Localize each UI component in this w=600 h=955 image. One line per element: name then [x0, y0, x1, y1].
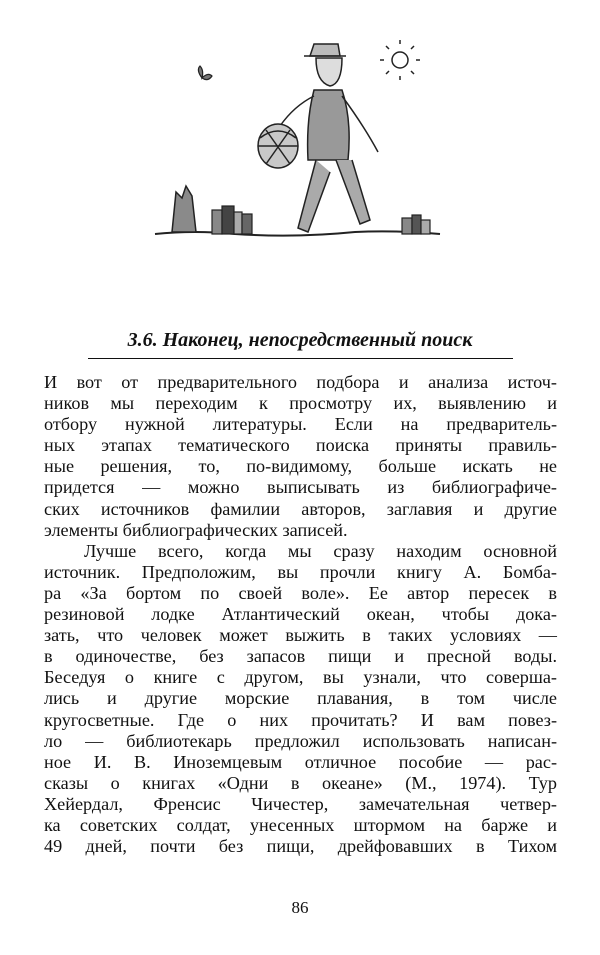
text-line: ных этапах тематического поиска приняты правиль- [44, 435, 557, 456]
text-line: Лучше всего, когда мы сразу находим основной [84, 540, 557, 561]
sun-icon [380, 40, 420, 80]
page-number: 86 [291, 898, 309, 917]
heading-rule [88, 358, 513, 359]
text-line: ные решения, то, по-видимому, больше искать не [44, 456, 557, 477]
text-line: ное И. В. Иноземцевым отличное пособие — рас- [44, 751, 557, 772]
book-stack-left [212, 206, 252, 234]
text-line: ских источников фамилии авторов, заглавия и другие [44, 498, 557, 519]
basket-icon [258, 124, 298, 168]
text-line: элементы библиографических записей. [44, 519, 348, 540]
text-line: Беседуя о книге с другом, вы узнали, что совершa- [44, 667, 557, 688]
tree-stump [172, 186, 196, 232]
text-line: ников мы переходим к просмотру их, выявлению и [44, 393, 557, 414]
body-text [44, 372, 557, 857]
ground-line [155, 231, 440, 235]
section-heading: 3.6. Наконец, непосредственный поиск [127, 329, 473, 351]
text-line: 49 дней, почти без пищи, дрейфовавших в Тихом [44, 836, 557, 857]
text-line: источник. Предположим, вы прочли книгу А. Бомба- [44, 561, 557, 582]
paragraph-2 [44, 541, 557, 857]
text-line: придется — можно выписывать из библиографиче- [44, 477, 557, 498]
paragraph-1 [44, 372, 557, 541]
text-line: резиновой лодке Атлантический океан, чтобы дока- [44, 604, 557, 625]
text-line: лись и другие морские плавания, в том числе [44, 688, 557, 709]
text-line: кругосветные. Где о них прочитать? И вам повез- [44, 709, 557, 730]
text-line: ло — библиотекарь предложил использовать написан- [44, 730, 557, 751]
text-line: Хейердал, Френсис Чичестер, замечательная четвер- [44, 793, 557, 814]
text-line: отбору нужной литературы. Если на предваритель- [44, 414, 557, 435]
text-line: зать, что человек может выжить в таких условиях — [44, 625, 557, 646]
text-line: в одиночестве, без запасов пищи и пресной воды. [44, 646, 557, 667]
book-stack-right [402, 215, 430, 234]
illustration-man-with-basket [140, 30, 460, 260]
text-line: И вот от предварительного подбора и анализа источ- [44, 372, 557, 392]
text-line: сказы о книгах «Одни в океане» (М., 1974). Тур [44, 772, 557, 793]
text-line: ра «За бортом по своей воле». Ее автор пересек в [44, 582, 557, 603]
butterfly-icon [198, 66, 212, 80]
text-line: ка советских солдат, унесенных штормом на барже и [44, 814, 557, 835]
